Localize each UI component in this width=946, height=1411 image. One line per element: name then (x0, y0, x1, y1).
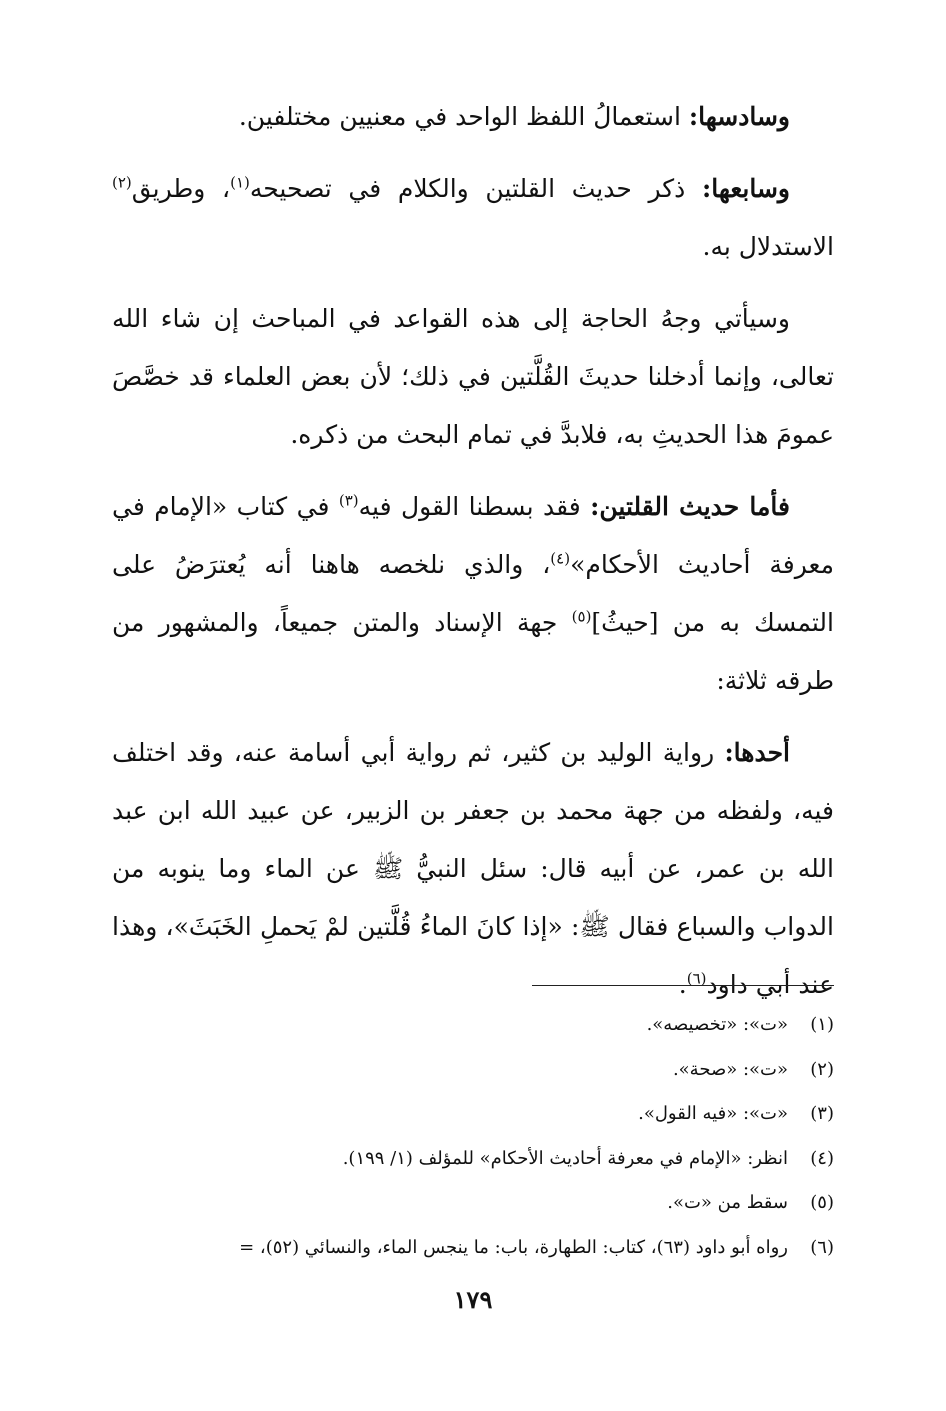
paragraph-seventh (112, 160, 834, 276)
paragraph-lead: وسابعها: (701, 174, 790, 203)
footnote-ref[interactable]: (٣) (338, 491, 359, 510)
paragraph-text: رواية الوليد بن كثير، ثم رواية أبي أسامة عنه، وقد اختلف فيه، ولفظه من جهة محمد بن جعفر بن الزبير، عن عبيد الله ابن عبد الله بن عمر، عن أبيه قال: سئل النبيُّ ﷺ عن الماء وما ينوبه من الدواب والسباع فقال ﷺ: «إذا كانَ الماءُ قُلَّتين لمْ يَحملِ الخَبَثَ»، وهذا عند أبي داود (112, 738, 834, 999)
footnote-ref[interactable]: (٥) (571, 607, 592, 626)
paragraph-lead: فأما حديث القلتين: (590, 492, 791, 521)
footnote-text: سقط من «ت». (667, 1192, 788, 1213)
paragraph-lead: وسادسها: (688, 102, 790, 131)
paragraph-sixth (112, 88, 834, 146)
footnotes (96, 1003, 834, 1270)
paragraph-text: في كتاب «الإمام في معرفة أحاديث الأحكام» (112, 492, 834, 579)
paragraph-text: فقد بسطنا القول فيه (358, 492, 591, 521)
paragraph-text: وسيأتي وجهُ الحاجة إلى هذه القواعد في المباحث إن شاء الله تعالى، وإنما أدخلنا حديثَ القُلَّتين في ذلك؛ لأن بعض العلماء قد خصَّصَ عمومَ هذا الحديثِ به، فلابدَّ في تمام البحث من ذكره. (112, 304, 834, 449)
paragraph-text: ذكر حديث القلتين والكلام في تصحيحه (249, 174, 702, 203)
footnote-text: انظر: «الإمام في معرفة أحاديث الأحكام» للمؤلف (١/ ١٩٩). (342, 1147, 788, 1169)
footnote-item (96, 1003, 834, 1048)
paragraph-need (112, 290, 834, 464)
footnote-divider (532, 985, 834, 986)
footnote-text: «ت»: «تخصيصه». (646, 1014, 788, 1035)
footnote-item (96, 1092, 834, 1137)
footnote-number: (٥) (810, 1192, 834, 1213)
paragraph-lead: أحدها: (724, 738, 790, 767)
paragraph-text: ، وطريق (131, 174, 231, 203)
footnote-number: (٤) (810, 1147, 834, 1169)
footnote-ref[interactable]: (١) (230, 173, 250, 192)
paragraph-text: الاستدلال به. (702, 232, 834, 261)
footnote-number: (٣) (810, 1103, 834, 1124)
paragraph-text: . (678, 970, 687, 999)
footnote-item (96, 1181, 834, 1226)
footnote-ref[interactable]: (٦) (686, 969, 707, 988)
footnote-number: (٦) (810, 1236, 834, 1258)
footnote-text: «ت»: «فيه القول». (638, 1103, 788, 1124)
footnote-number: (٢) (810, 1058, 834, 1080)
main-text (112, 88, 834, 1014)
paragraph-text: استعمالُ اللفظ الواحد في معنيين مختلفين. (238, 102, 689, 131)
paragraph-first-route (112, 724, 834, 1014)
paragraph-text: ، والذي نلخصه هاهنا أنه يُعترَضُ على التمسك به من [حيثُ] (112, 550, 834, 637)
footnote-text: رواه أبو داود (٦٣)، كتاب: الطهارة، باب: ما ينجس الماء، والنسائي (٥٢)، = (239, 1236, 788, 1258)
footnote-item (96, 1226, 834, 1271)
page-number: ١٧٩ (453, 1285, 493, 1314)
paragraph-qullatain (112, 478, 834, 710)
paragraph-text: جهة الإسناد والمتن جميعاً، والمشهور من طرقه ثلاثة: (112, 608, 834, 695)
footnote-ref[interactable]: (٢) (112, 173, 132, 192)
footnote-ref[interactable]: (٤) (550, 549, 571, 568)
footnote-item (96, 1137, 834, 1182)
footnote-text: «ت»: «صحة». (672, 1058, 788, 1080)
footnote-item (96, 1048, 834, 1093)
footnote-number: (١) (810, 1014, 834, 1035)
